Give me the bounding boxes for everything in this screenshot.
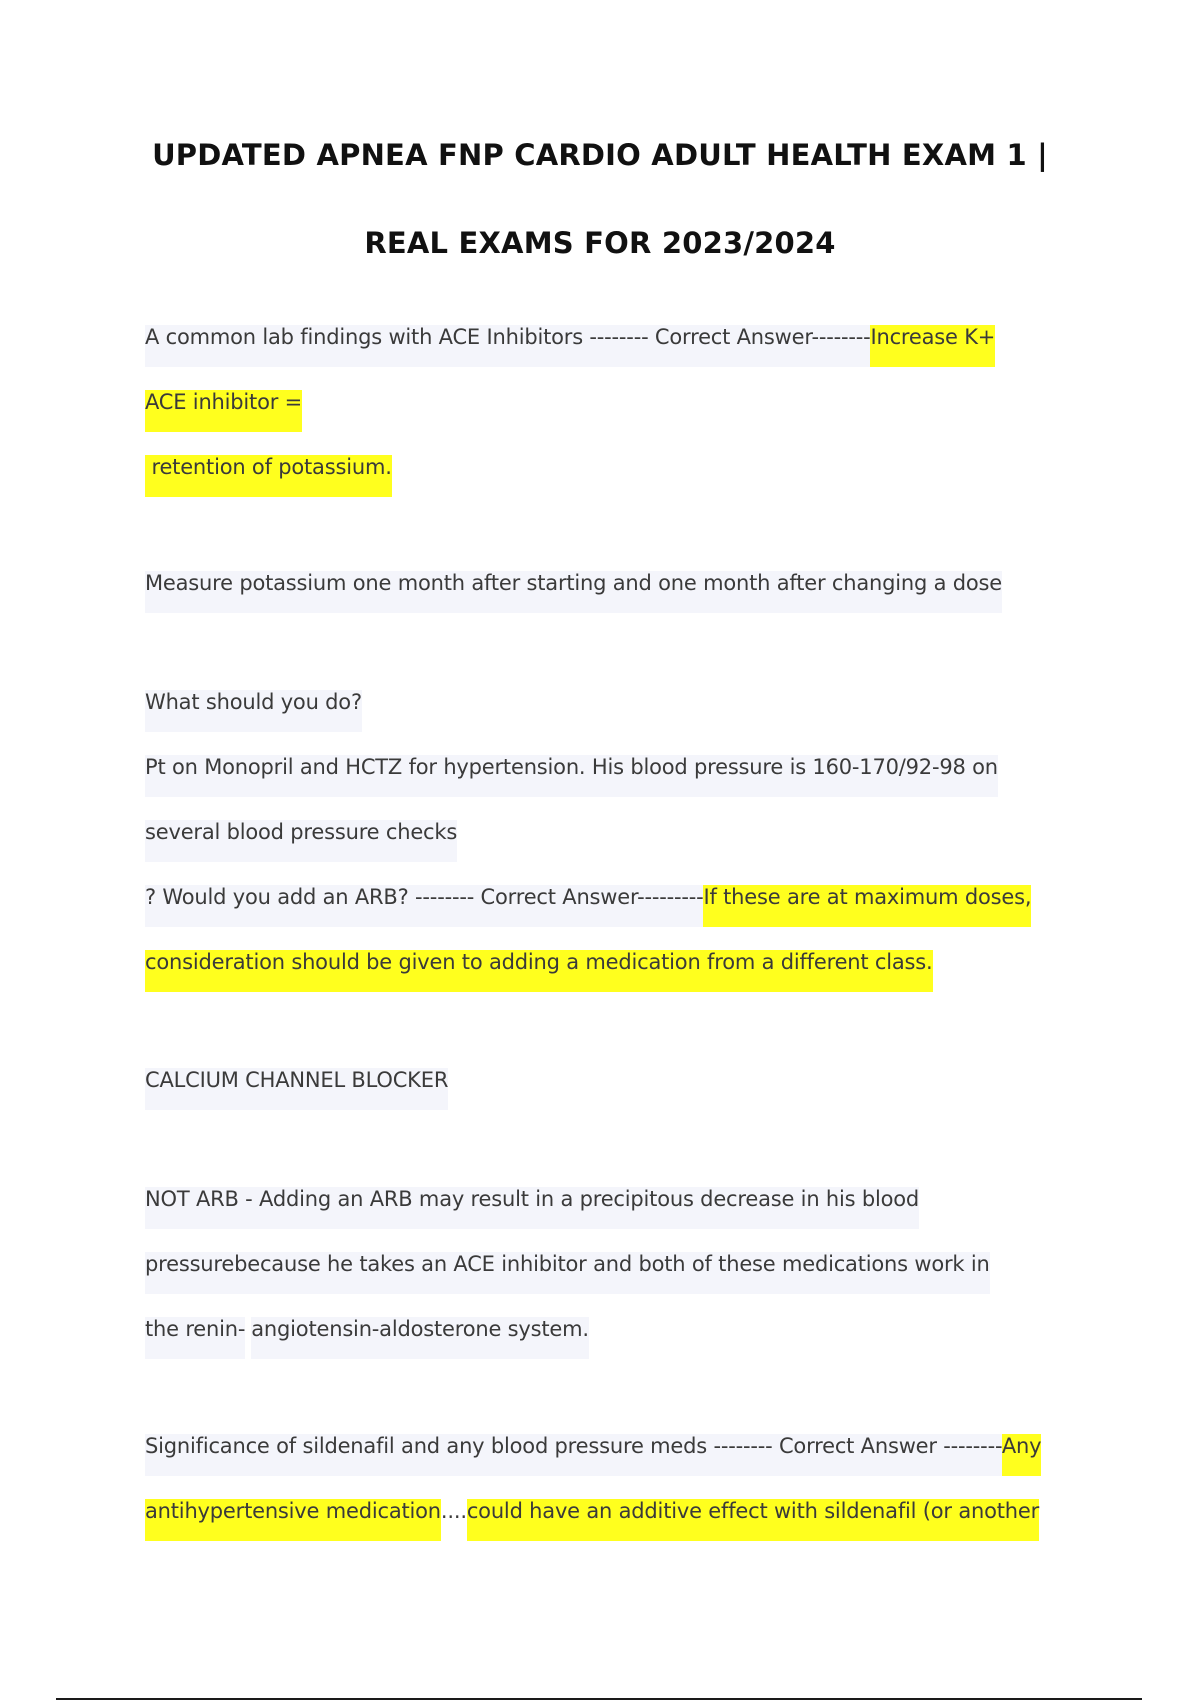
document-title-line-2: REAL EXAMS FOR 2023/2024 <box>364 226 836 260</box>
question-text: A common lab findings with ACE Inhibitors -------- Correct Answer-------- <box>145 325 870 367</box>
answer-line <box>145 387 302 417</box>
qa-item-question <box>145 1431 1041 1461</box>
document-title-line-1: UPDATED APNEA FNP CARDIO ADULT HEALTH EXAM 1 | <box>152 138 1048 172</box>
answer-highlight: Increase K+ <box>870 325 995 367</box>
question-text: What should you do? <box>145 690 362 732</box>
note-line <box>145 568 1002 598</box>
answer-highlight: could have an additive effect with sildenafil (or another <box>467 1499 1039 1541</box>
note-line <box>145 1065 448 1095</box>
answer-highlight: If these are at maximum doses, <box>703 885 1031 927</box>
qa-item-question <box>145 882 1031 912</box>
answer-line <box>145 1496 1039 1526</box>
answer-highlight: antihypertensive medication <box>145 1499 441 1541</box>
question-text: Significance of sildenafil and any blood pressure meds -------- Correct Answer -------- <box>145 1434 1002 1476</box>
question-line <box>145 817 457 847</box>
qa-item-question <box>145 322 995 352</box>
question-text: Pt on Monopril and HCTZ for hypertension. His blood pressure is 160-170/92-98 on <box>145 755 998 797</box>
answer-line <box>145 452 392 482</box>
answer-highlight: ACE inhibitor = <box>145 390 302 432</box>
note-line <box>145 1249 990 1279</box>
note-line <box>145 1314 589 1344</box>
note-text: angiotensin-aldosterone system. <box>251 1317 589 1359</box>
note-text: Measure potassium one month after starting and one month after changing a dose <box>145 571 1002 613</box>
ellipsis-text: .... <box>440 1499 467 1523</box>
answer-highlight: retention of potassium. <box>145 455 392 497</box>
note-text: CALCIUM CHANNEL BLOCKER <box>145 1068 448 1110</box>
answer-line <box>145 947 933 977</box>
note-text: NOT ARB - Adding an ARB may result in a precipitous decrease in his blood <box>145 1187 919 1229</box>
note-text: pressurebecause he takes an ACE inhibitor and both of these medications work in <box>145 1252 990 1294</box>
answer-highlight: consideration should be given to adding a medication from a different class. <box>145 950 933 992</box>
answer-highlight: Any <box>1002 1434 1042 1476</box>
question-text: ? Would you add an ARB? -------- Correct Answer--------- <box>145 885 703 927</box>
question-text: several blood pressure checks <box>145 820 457 862</box>
note-line <box>145 1184 919 1214</box>
question-line <box>145 687 362 717</box>
question-line <box>145 752 998 782</box>
note-text: the renin- <box>145 1317 245 1359</box>
